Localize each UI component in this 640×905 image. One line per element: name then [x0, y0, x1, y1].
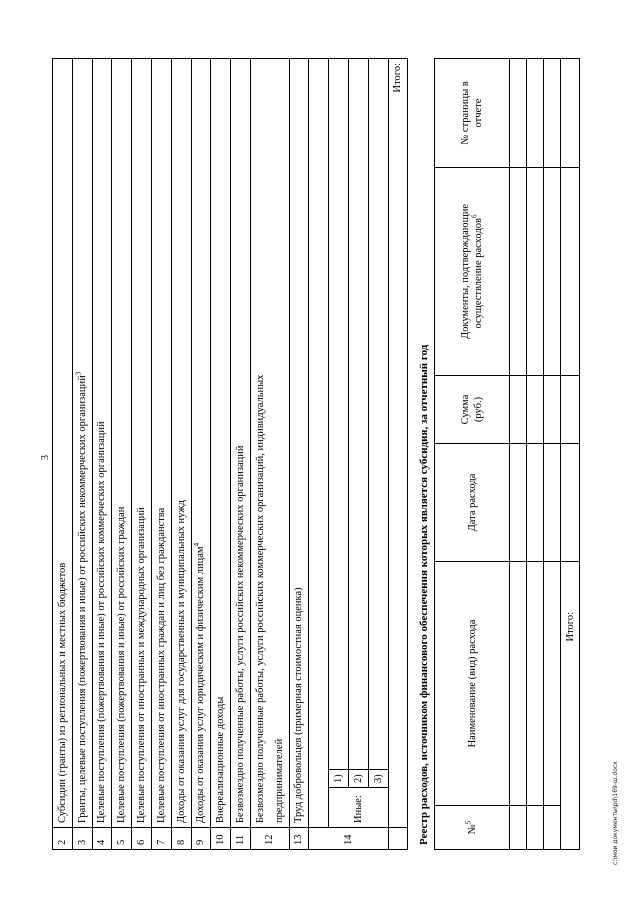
table-row [250, 59, 269, 850]
empty-cell [561, 168, 580, 376]
row-number: 14 [309, 828, 388, 850]
table-row [270, 59, 289, 850]
col-documents-header [435, 168, 510, 376]
page-number: 3 [40, 455, 51, 460]
other-item-value [348, 59, 368, 770]
row-text [112, 59, 132, 828]
row-number: 9 [191, 828, 211, 850]
col-sum-header [435, 376, 510, 444]
row-text [132, 59, 152, 828]
col-page-line1: № страницы в [460, 81, 471, 145]
table-row [191, 59, 211, 850]
registry-cell [527, 806, 544, 850]
other-item-number: 3) [368, 770, 388, 788]
registry-cell [510, 376, 527, 444]
file-path-footer: c:\мои документы\pd\169-ш.docx [612, 761, 619, 865]
table-row [368, 59, 388, 850]
registry-cell [510, 806, 527, 850]
registry-total-label: Итого: [561, 562, 580, 850]
table-row [329, 59, 349, 850]
footnote-mark: 6 [470, 214, 479, 218]
registry-row [544, 59, 561, 850]
registry-body [510, 59, 561, 850]
empty-cell [561, 59, 580, 168]
row-number: 5 [112, 828, 132, 850]
empty-cell [561, 444, 580, 562]
row-number: 6 [132, 828, 152, 850]
registry-row [527, 59, 544, 850]
row-number: 11 [231, 828, 251, 850]
registry-cell [510, 444, 527, 562]
row-text-value: Субсидии (гранты) из региональных и местных бюджетов [56, 562, 68, 823]
registry-cell [510, 59, 527, 168]
table-row [171, 59, 191, 850]
row-number: 8 [171, 828, 191, 850]
registry-total-row [561, 59, 580, 850]
row-text: Труд добровольцев (примерная стоимостная оценка) [289, 59, 309, 828]
col-sum-line1: Сумма [460, 394, 471, 425]
empty-cell [388, 828, 407, 850]
row-number: 7 [151, 828, 171, 850]
row-text [191, 59, 211, 828]
registry-cell [544, 562, 561, 806]
table-row [289, 59, 309, 850]
row-text-value: Доходы от оказания услуг для государственных и муниципальных нужд [175, 500, 187, 823]
registry-cell [544, 806, 561, 850]
col-number-header [435, 806, 510, 850]
other-item-value [329, 59, 349, 770]
col-name-header: Наименование (вид) расхода [435, 562, 510, 806]
registry-cell [527, 376, 544, 444]
row-number: 10 [211, 828, 231, 850]
registry-cell [527, 444, 544, 562]
col-sum-line2: (руб.) [473, 396, 484, 423]
row-text [231, 59, 251, 828]
income-sources-table [52, 58, 408, 850]
registry-cell [544, 59, 561, 168]
table-row [231, 59, 251, 850]
income-table-body [53, 59, 251, 850]
table-row [151, 59, 171, 850]
registry-cell [544, 444, 561, 562]
registry-header-row [435, 59, 510, 850]
row-number: 12 [250, 828, 289, 850]
row-text-value: Доходы от оказания услуг юридическим и физическим лицам [195, 546, 207, 823]
income-total-row [388, 59, 407, 850]
footnote-mark: 5 [464, 820, 472, 825]
registry-tail [561, 59, 580, 850]
row-text-value: Целевые поступления от иностранных и международных организаций [136, 507, 148, 823]
registry-cell [527, 562, 544, 806]
footnote-mark: 4 [192, 542, 201, 547]
row-text [92, 59, 112, 828]
col-number-label: № [466, 824, 478, 835]
table-row [92, 59, 112, 850]
registry-cell [544, 168, 561, 376]
row-text-value: Внереализационные доходы [215, 696, 227, 823]
registry-cell [527, 168, 544, 376]
row-text-line1: Безвозмездно полученные работы, услуги российских коммерческих организаций, индивидуальных [250, 59, 269, 828]
registry-row [510, 59, 527, 850]
row-number: 13 [289, 828, 309, 850]
table-row [112, 59, 132, 850]
registry-title: Реестр расходов, источником финансового обеспечения которых является субсидия, за отчетный год [418, 344, 430, 845]
other-item-number: 2) [348, 770, 368, 788]
row-text-value: Безвозмездно полученные работы, услуги российских некоммерческих организаций [235, 445, 247, 823]
col-date-header: Дата расхода [435, 444, 510, 562]
table-row [53, 59, 73, 850]
row-text-value: Целевые поступления от иностранных граждан и лиц без гражданства [155, 507, 167, 823]
table-row [211, 59, 231, 850]
table-row [72, 59, 92, 850]
registry-cell [510, 562, 527, 806]
table-row [348, 59, 368, 850]
col-documents-line2: осуществление расходов [473, 217, 484, 329]
income-total-label: Итого: [388, 59, 407, 828]
empty-cell [561, 376, 580, 444]
income-table-tail [250, 59, 407, 850]
other-item-value [368, 59, 388, 770]
row-text [53, 59, 73, 828]
col-documents-line1: Документы, подтверждающие [460, 203, 471, 340]
table-row [309, 59, 329, 850]
expense-registry-table [434, 58, 580, 850]
col-page-line2: отчете [473, 98, 484, 128]
row-number: 2 [53, 828, 73, 850]
registry-cell [544, 376, 561, 444]
col-page-header [435, 59, 510, 168]
row-text [171, 59, 191, 828]
registry-cell [527, 59, 544, 168]
row-text [72, 59, 92, 828]
registry-header [435, 59, 510, 850]
row-text [211, 59, 231, 828]
row-text [309, 59, 329, 828]
row-text [151, 59, 171, 828]
row-number: 4 [92, 828, 112, 850]
registry-cell [510, 168, 527, 376]
footnote-mark: 3 [74, 371, 83, 376]
row-text-line2: предпринимателей [270, 59, 289, 828]
table-row [132, 59, 152, 850]
other-item-number: 1) [329, 770, 349, 788]
row-number: 3 [72, 828, 92, 850]
other-label: Иные: [329, 788, 388, 828]
row-text-value: Целевые поступления (пожертвования и иные) от российских коммерческих организаций [96, 421, 108, 823]
row-text-value: Гранты, целевые поступления (пожертвования и иные) от российских некоммерческих организаций [76, 375, 88, 823]
row-text-value: Целевые поступления (пожертвования и иные) от российских граждан [116, 506, 128, 823]
